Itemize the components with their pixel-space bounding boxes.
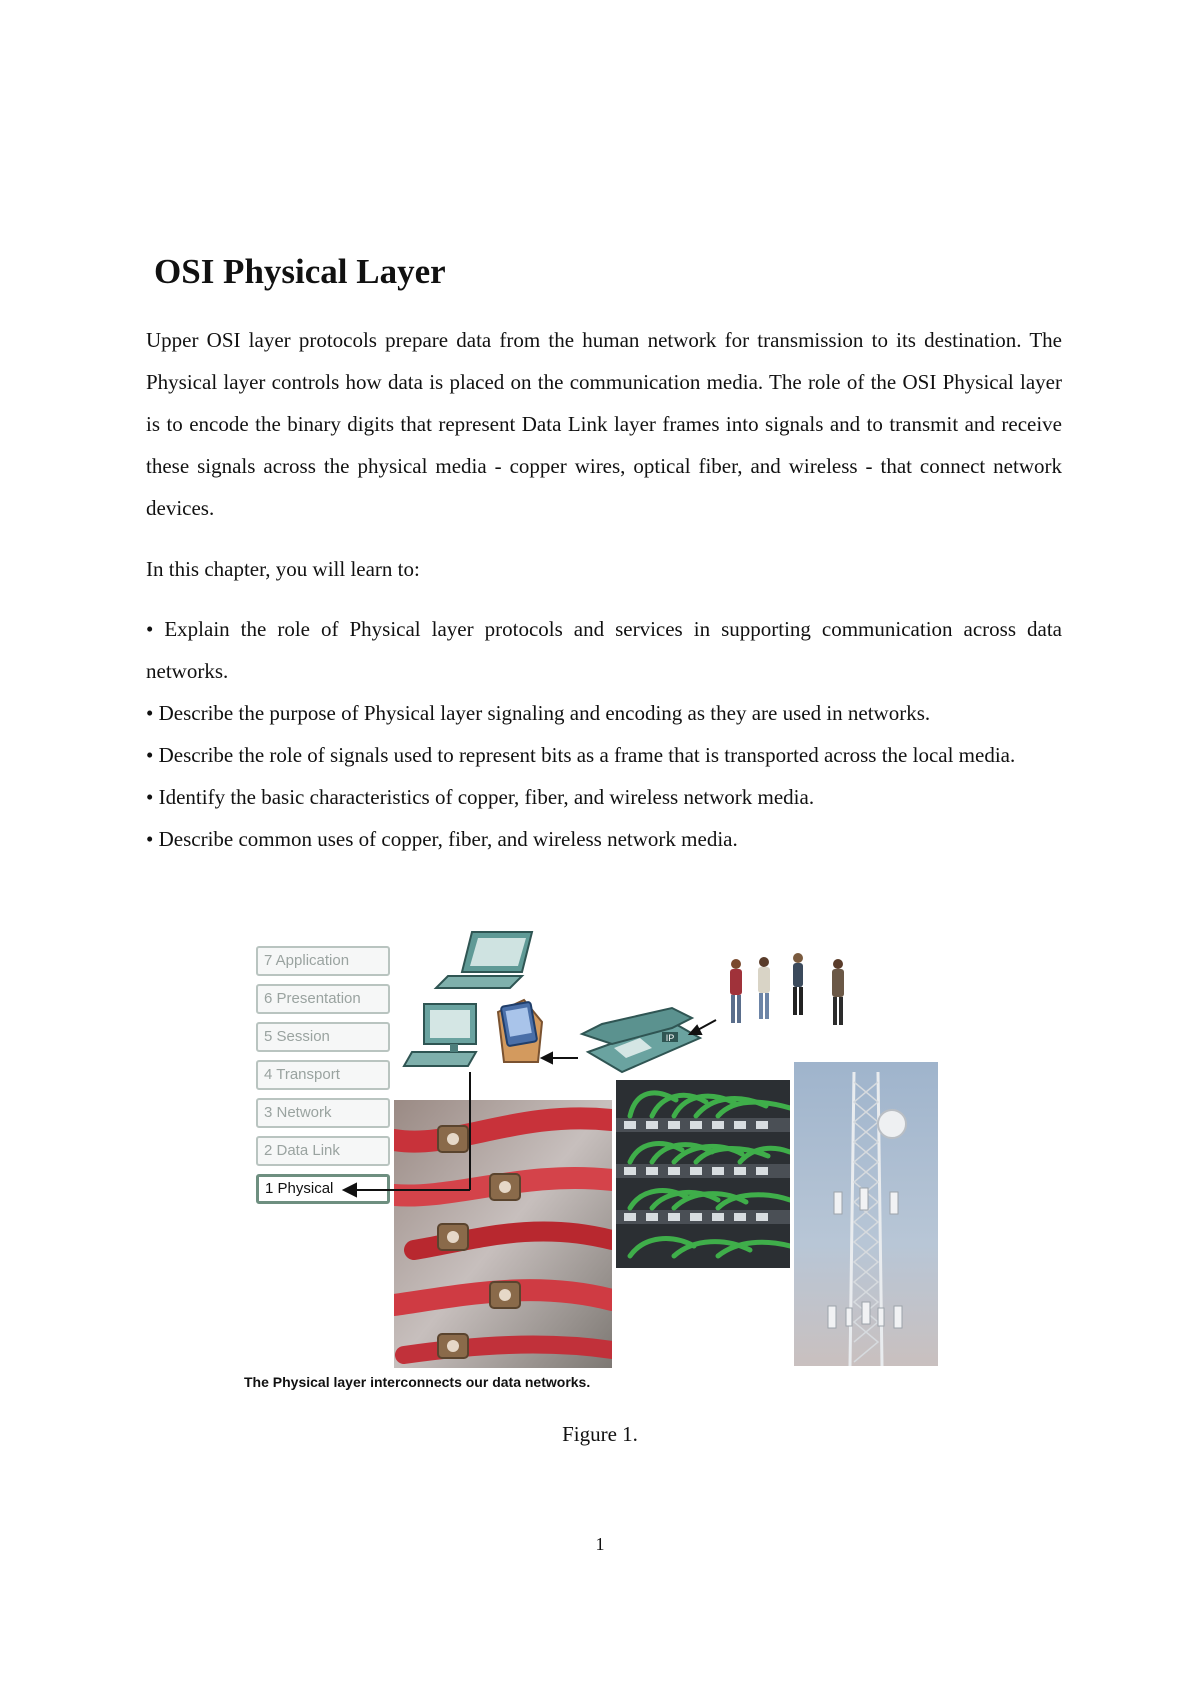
layer-presentation: 6 Presentation — [256, 984, 390, 1014]
list-item: • Identify the basic characteristics of copper, fiber, and wireless network media. — [146, 785, 815, 809]
intro-paragraph: Upper OSI layer protocols prepare data from the human network for transmission to its destination. The Physical layer controls how data is placed on the communication media. The role of the OSI Physical layer is to encode the binary digits that represent Data Link layer frames into signals and to transmit and receive these signals across the physical media - copper wires, optical fiber, and wireless - that connect network devices. — [146, 328, 1062, 520]
list-item: • Explain the role of Physical layer protocols and services in supporting communication across data networks. — [146, 617, 1062, 683]
layer-data-link: 2 Data Link — [256, 1136, 390, 1166]
layer-transport: 4 Transport — [256, 1060, 390, 1090]
layer-network: 3 Network — [256, 1098, 390, 1128]
ip-phone-icon — [582, 1008, 700, 1072]
objectives-list — [146, 608, 1062, 860]
phone-ip-label: IP — [665, 1033, 675, 1043]
layer-physical: 1 Physical — [256, 1174, 390, 1204]
figure-label: Figure 1. — [562, 1422, 638, 1446]
page-title: OSI Physical Layer — [154, 252, 446, 291]
desktop-computer-icon — [404, 1004, 476, 1066]
list-item: • Describe common uses of copper, fiber, and wireless network media. — [146, 827, 738, 851]
laptop-icon — [436, 932, 532, 988]
learn-intro: In this chapter, you will learn to: — [146, 557, 420, 581]
layer-application: 7 Application — [256, 946, 390, 976]
figure-osi-physical — [242, 912, 946, 1400]
list-item: • Describe the purpose of Physical layer signaling and encoding as they are used in networks. — [146, 701, 931, 725]
page-number: 1 — [595, 1534, 605, 1554]
network-devices-illustration — [242, 912, 946, 1372]
people-illustration — [730, 953, 844, 1025]
layer-session: 5 Session — [256, 1022, 390, 1052]
pda-icon — [498, 1000, 542, 1062]
figure-caption: The Physical layer interconnects our data networks. — [244, 1374, 591, 1390]
list-item: • Describe the role of signals used to represent bits as a frame that is transported across the local media. — [146, 743, 1016, 767]
